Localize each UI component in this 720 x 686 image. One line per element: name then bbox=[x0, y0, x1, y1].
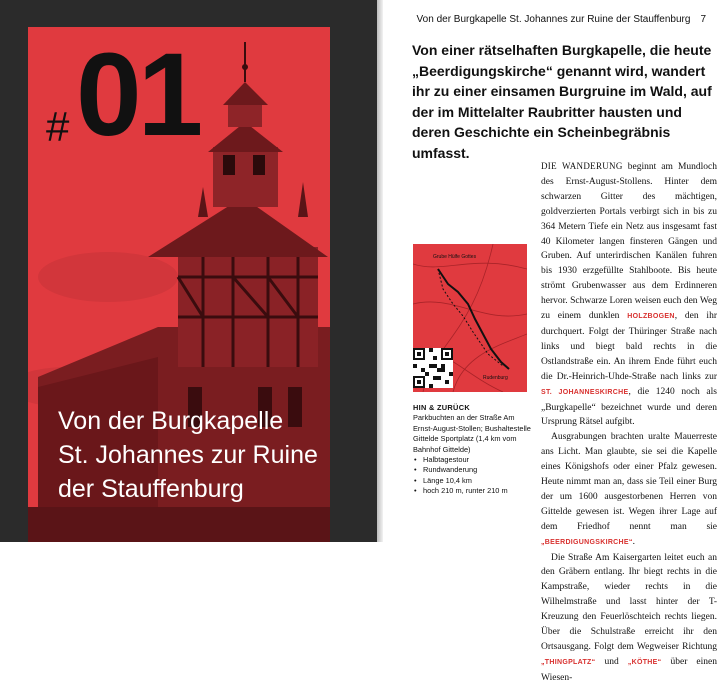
tour-title-line: Von der Burgkapelle bbox=[58, 407, 284, 435]
info-list-item: • Länge 10,4 km bbox=[423, 476, 531, 486]
page-number: 7 bbox=[700, 14, 706, 25]
left-page bbox=[0, 0, 377, 542]
smallcaps-start: DIE WANDERUNG bbox=[541, 161, 623, 171]
tour-number-value: 01 bbox=[76, 29, 200, 161]
running-head bbox=[417, 14, 706, 25]
tour-title-line: St. Johannes zur Ruine bbox=[58, 441, 318, 469]
body-paragraph bbox=[541, 430, 717, 550]
map-label-bottom: Rudenburg bbox=[483, 375, 508, 381]
info-list-item: • Halbtagestour bbox=[423, 455, 531, 465]
info-list bbox=[413, 455, 531, 497]
keyword-marker: HOLZBOGEN bbox=[627, 313, 675, 321]
text-run: , den ihr durchquert. Folgt der Thüringer Straße nach links und biegt bald rechts in die Ostlandstraße ein. An ihrem Ende führt euch die Dr.-Heinrich-Uhde-Straße nach links zur bbox=[541, 311, 717, 382]
body-paragraph bbox=[541, 159, 717, 430]
body-paragraph bbox=[541, 551, 717, 686]
text-run: Ausgrabungen brachten uralte Mauerreste ans Licht. Man glaubte, sie sei die Kapelle eines Königshofs oder einer Pfalz gewesen. Heute nimmt man an, dass sie Teil einer Burg der um 1600 ausgestorbenen Herren von Gittelde gewesen ist. Wegen ihrer Lage auf dem Friedhof nennt man sie bbox=[541, 432, 717, 532]
tour-title bbox=[58, 404, 328, 506]
text-run: Die Straße Am Kaisergarten leitet euch an den Gräbern entlang. Ihr biegt rechts in die Kampstraße, wieder rechts in die Wilhelmstraße und lasst hinter der T-Kreuzung den Feuerlöschteich rechts liegen. Über die Schulstraße erreicht ihr den Ortsausgang. Folgt dem Wegweiser Richtung bbox=[541, 552, 717, 652]
qr-code[interactable] bbox=[413, 348, 453, 388]
tour-info bbox=[413, 403, 531, 497]
text-run: über einen Wiesen- bbox=[541, 656, 718, 683]
keyword-marker: ST. JOHANNESKIRCHE bbox=[541, 388, 629, 396]
text-run: beginnt am Mundloch des Ernst-August-Stollens. Hinter dem schwarzen Gitter des mächtigen, goldverzierten Portals verbirgt sich in bis zu 364 Metern Tiefe ein Netz aus insgesamt fast 40 Kilometer langen finsteren Gängen und Gruben. Auf unterirdischen Kanälen fuhren bis 1930 erzgefüllte Stahlboote. Bis heute strömt Grubenwasser aus dem Erdinneren hervor. Schwarze Loren weisen euch den Weg zu einem dunklen bbox=[541, 162, 718, 322]
keyword-marker: „THINGPLATZ“ bbox=[541, 658, 596, 666]
book-spine bbox=[377, 0, 383, 542]
running-title: Von der Burgkapelle St. Johannes zur Ruine der Stauffenburg bbox=[416, 14, 691, 25]
tour-title-line: der Stauffenburg bbox=[58, 475, 244, 503]
text-run: . bbox=[632, 536, 636, 547]
info-list-item: • Rundwanderung bbox=[423, 465, 531, 475]
text-run: , die 1240 noch als „Burgkapelle“ bezeichnet wurde und deren Ursprung Rätsel aufgibt. bbox=[541, 386, 717, 428]
keyword-marker: „BEERDIGUNGSKIRCHE“ bbox=[541, 538, 633, 546]
info-heading: HIN & ZURÜCK bbox=[413, 403, 470, 412]
info-text: Parkbuchten an der Straße Am Ernst-August-Stollen; Bushaltestelle Gittelde Sportplatz (1,4 km vom Bahnhof Gittelde) bbox=[413, 413, 531, 454]
info-list-item: • hoch 210 m, runter 210 m bbox=[423, 486, 531, 496]
body-text bbox=[541, 159, 717, 686]
lead-paragraph: Von einer rätselhaften Burgkapelle, die heute „Beerdigungskirche“ genannt wird, wandert ihr zu einer einsamen Burgruine im Wald, auf der im Mittelalter Raubritter hausten und deren Geschichte ein Scheinbegräbnis umfasst. bbox=[412, 42, 712, 161]
text-run: und bbox=[595, 656, 628, 667]
keyword-marker: „KÖTHE“ bbox=[627, 658, 662, 666]
qr-code-pattern bbox=[413, 348, 453, 388]
map-label-top: Grube Hülfe Gottes bbox=[433, 254, 477, 260]
tour-hash: # bbox=[46, 103, 70, 150]
